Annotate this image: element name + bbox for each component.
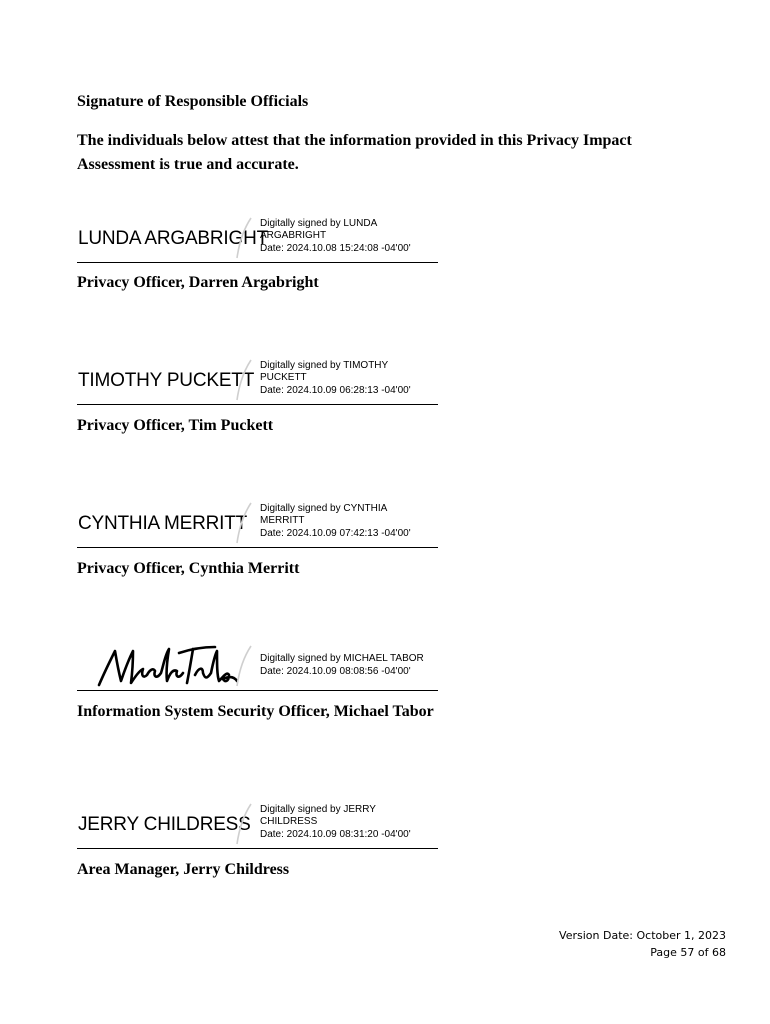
version-date: Version Date: October 1, 2023 bbox=[559, 929, 726, 942]
signature-details bbox=[260, 503, 411, 541]
signature-details bbox=[260, 218, 411, 256]
signer-role: Privacy Officer, Darren Argabright bbox=[77, 274, 319, 291]
signature-date: Date: 2024.10.09 08:31:20 -04'00' bbox=[260, 828, 411, 840]
signature-detail-line: Digitally signed by CYNTHIA bbox=[260, 502, 388, 514]
signer-role: Information System Security Officer, Michael Tabor bbox=[77, 703, 434, 720]
signer-role: Privacy Officer, Cynthia Merritt bbox=[77, 560, 300, 577]
signature-detail-line: MERRITT bbox=[260, 515, 305, 526]
signer-role: Privacy Officer, Tim Puckett bbox=[77, 417, 274, 434]
digital-signature-mark-icon bbox=[233, 216, 257, 260]
signature-date: Date: 2024.10.09 08:08:56 -04'00' bbox=[260, 665, 411, 677]
digital-signature-mark-icon bbox=[233, 644, 257, 688]
signature-detail-line: PUCKETT bbox=[260, 372, 307, 383]
section-heading: Signature of Responsible Officials bbox=[77, 93, 309, 110]
signature-detail-line: CHILDRESS bbox=[260, 816, 318, 827]
signature-details bbox=[260, 653, 424, 678]
signature-date: Date: 2024.10.08 15:24:08 -04'00' bbox=[260, 242, 411, 254]
signer-name: CYNTHIA MERRITT bbox=[78, 513, 248, 534]
signature-block-merritt bbox=[77, 485, 438, 548]
signer-name: TIMOTHY PUCKETT bbox=[78, 370, 255, 391]
signature-detail-line: Digitally signed by LUNDA bbox=[260, 217, 378, 229]
signature-details bbox=[260, 804, 411, 842]
signature-detail-line: ARGABRIGHT bbox=[260, 230, 327, 241]
digital-signature-mark-icon bbox=[233, 802, 257, 846]
signature-detail-line: Digitally signed by MICHAEL TABOR bbox=[260, 653, 424, 664]
digital-signature-mark-icon bbox=[233, 501, 257, 545]
digital-signature-mark-icon bbox=[233, 358, 257, 402]
signature-block-tabor bbox=[77, 628, 438, 691]
signer-name: LUNDA ARGABRIGHT bbox=[78, 228, 269, 249]
signature-date: Date: 2024.10.09 07:42:13 -04'00' bbox=[260, 527, 411, 539]
signature-block-childress bbox=[77, 786, 438, 849]
page-number: Page 57 of 68 bbox=[650, 946, 726, 959]
signature-detail-line: Digitally signed by JERRY bbox=[260, 803, 376, 815]
page-footer bbox=[559, 927, 726, 961]
signer-name: JERRY CHILDRESS bbox=[78, 814, 251, 835]
signer-role: Area Manager, Jerry Childress bbox=[77, 861, 290, 878]
signature-block-puckett bbox=[77, 342, 438, 405]
attestation-text: The individuals below attest that the information provided in this Privacy Impact Assessment is true and accurate. bbox=[77, 132, 632, 173]
handwritten-signature bbox=[95, 641, 240, 689]
signature-details bbox=[260, 360, 411, 398]
signature-block-argabright bbox=[77, 200, 438, 263]
signature-detail-line: Digitally signed by TIMOTHY bbox=[260, 359, 389, 371]
signature-date: Date: 2024.10.09 06:28:13 -04'00' bbox=[260, 384, 411, 396]
